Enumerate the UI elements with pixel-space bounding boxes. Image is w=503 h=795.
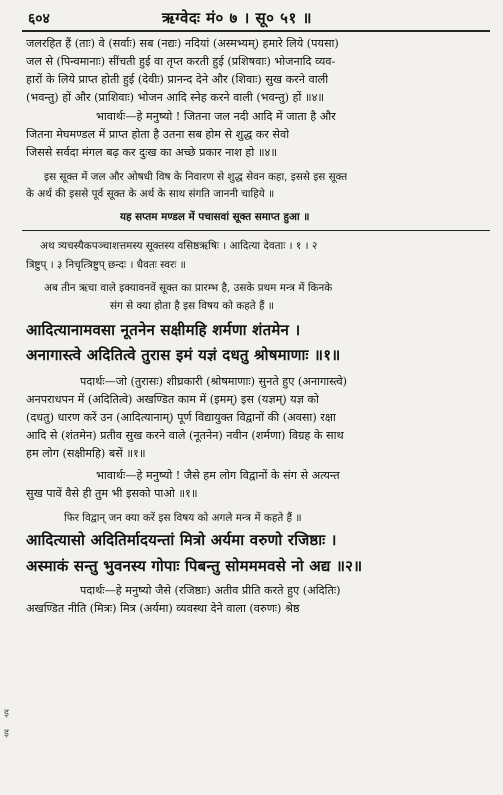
text-line: (दधतु) धारण करें उन (आदित्यानाम्) पूर्ण विद्यायुक्त विद्वानों की (अवसा) रक्षा xyxy=(26,411,336,424)
text-line: संग से क्या होता है इस विषय को कहते हैं ॥ xyxy=(110,300,275,312)
text-line: भावार्थः—हे मनुष्यो ! जितना जल नदी आदि में जाता है और xyxy=(96,110,336,123)
mantra-line: आदित्यानामवसा नूतनेन सक्षीमहि शर्मणा शंतमेन । xyxy=(26,321,301,339)
text-line: अब तीन ऋचा वाले इक्यावनवें सूक्त का प्रारम्भ है, उसके प्रथम मन्त्र में किनके xyxy=(44,282,333,294)
text-line: आदि से (शंतमेन) प्रतीव सुख करने वाले (नूतनेन) नवीन (शर्मणा) विग्रह के साथ xyxy=(26,429,344,442)
text-line: पदार्थः—जो (तुरासः) शीघ्रकारी (श्रोषमाणाः) सुनते हुए (अनागास्त्वे) xyxy=(80,375,348,388)
text-line: के अर्थ की इससे पूर्व सूक्त के अर्थ के साथ संगति जाननी चाहिये ॥ xyxy=(26,188,275,200)
text-line: सुख पावें वैसे ही तुम भी इसको पाओ ॥१॥ xyxy=(26,487,198,500)
sukta-end-note: यह सप्तम मण्डल में पचासवां सूक्त समाप्त हुआ ॥ xyxy=(120,211,310,223)
text-line: अखण्डित नीति (मित्रः) मित्र (अर्यमा) व्यवस्था देने वाला (वरुणः) श्रेष्ठ xyxy=(26,602,300,615)
running-title: ऋग्वेदः मं० ७ । सू० ५१ ॥ xyxy=(162,9,312,27)
page-header xyxy=(22,6,482,28)
margin-mark: इ xyxy=(4,708,9,719)
mantra-line: अनागास्त्वे अदितित्वे तुरास इमं यज्ञं दधतु श्रोषमाणाः ॥१॥ xyxy=(26,346,341,364)
text-line: फिर विद्वान् जन क्या करें इस विषय को अगले मन्त्र में कहते हैं ॥ xyxy=(64,512,302,524)
text-line: (भवन्तु) हों और (प्राशिवाः) भोजन आदि स्नेह करने वाली (भवन्तु) हों ॥४॥ xyxy=(26,91,325,104)
text-line: हम लोग (सक्षीमहि) बसें ॥१॥ xyxy=(26,447,146,460)
text-line: अथ त्र्यचस्यैकपञ्चाशत्तमस्य सूक्तस्य वसिष्ठऋषिः । आदित्या देवताः । १ । २ xyxy=(40,240,318,252)
text-line: जल से (पिन्वमानाः) सींचती हुई वा तृप्त करती हुई (प्रशिषवाः) भोजनादि व्यव- xyxy=(26,55,336,68)
header-rule xyxy=(22,30,490,32)
text-line: भावार्थः—हे मनुष्यो ! जैसे हम लोग विद्वानों के संग से अत्यन्त xyxy=(96,469,340,482)
text-line: इस सूक्त में जल और ओषधी विष के निवारण से शुद्ध सेवन कहा, इससे इस सूक्त xyxy=(44,171,348,183)
text-line: जिससे सर्वदा मंगल बढ़ कर दुःख का अच्छे प्रकार नाश हो ॥४॥ xyxy=(26,146,278,159)
text-line: अनपराधपन में (अदितित्वे) अखण्डित काम में (इमम्) इस (यज्ञम्) यज्ञ को xyxy=(26,393,319,406)
text-line: जलरहित हैं (ताः) वे (सर्वाः) सब (नद्यः) नदियां (अस्मभ्यम्) हमारे लिये (पयसा) xyxy=(26,37,339,50)
section-rule xyxy=(22,230,490,231)
text-line: पदार्थः—हे मनुष्यो जैसे (रजिष्ठाः) अतीव प्रीति करते हुए (अदितिः) xyxy=(80,584,341,597)
text-line: हारों के लिये प्राप्त होती हुई (देवीः) प्रानन्द देने और (शिवाः) सुख करने वाली xyxy=(26,73,329,86)
mantra-line: अस्माकं सन्तु भुवनस्य गोपाः पिबन्तु सोमममवसे नो अद्य ॥२॥ xyxy=(26,557,363,575)
page-number: ६०४ xyxy=(28,11,50,27)
margin-mark: इ xyxy=(4,728,9,739)
text-line: जितना मेघमण्डल में प्राप्त होता है उतना सब होम से शुद्ध कर सेवो xyxy=(26,128,290,141)
mantra-line: आदित्यासो अदितिर्मादयन्तां मित्रो अर्यमा वरुणो रजिष्ठाः । xyxy=(26,531,337,549)
text-line: त्रिष्टुप् । ३ निचृत्त्रिष्टुप् छन्दः । धैवतः स्वरः ॥ xyxy=(26,259,186,271)
